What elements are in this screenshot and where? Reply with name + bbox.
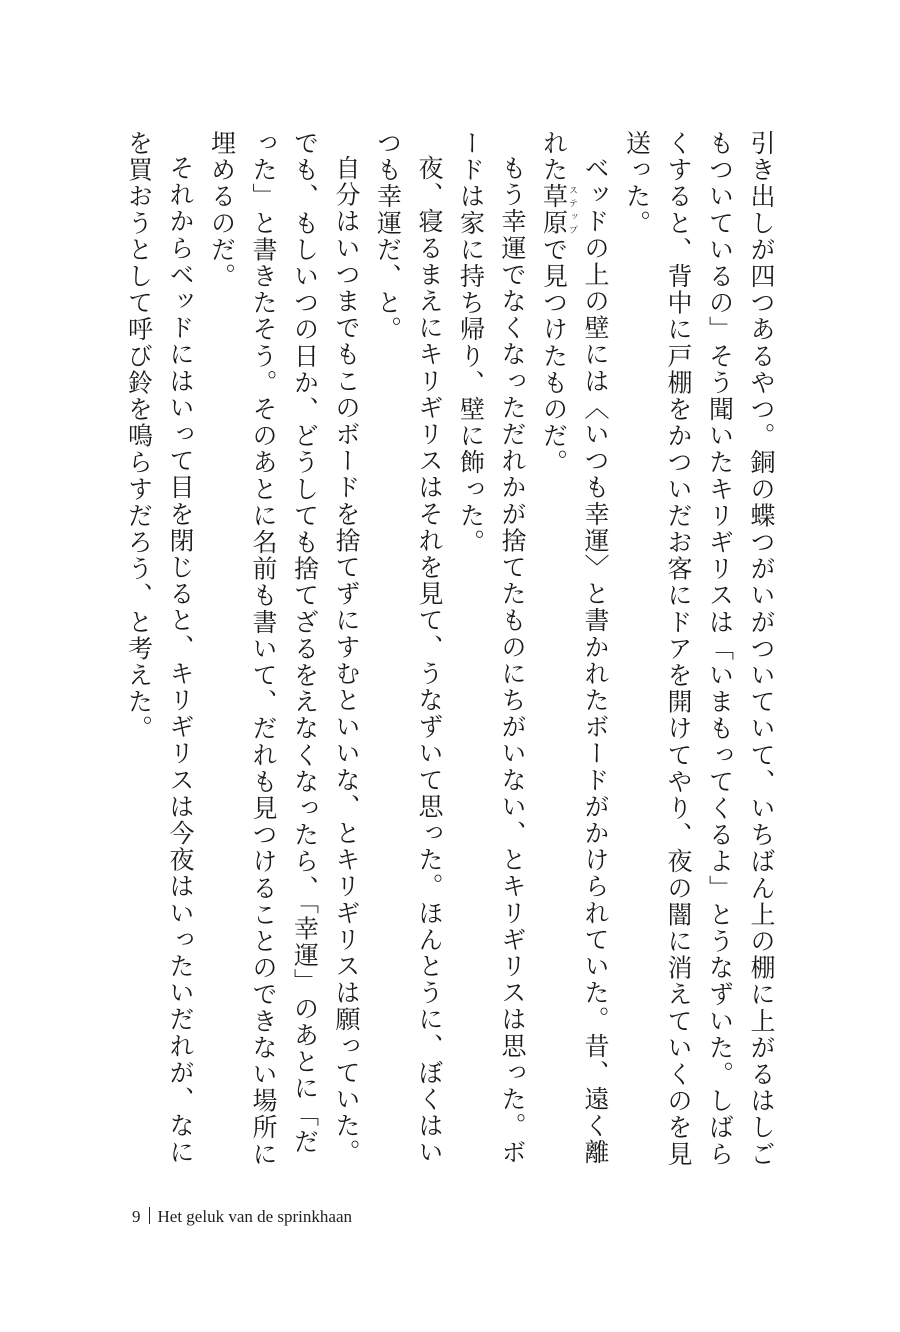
paragraph-2 (533, 130, 616, 1180)
book-title: Het geluk van de sprinkhaan (157, 1207, 352, 1226)
paragraph-5: 自分はいつまでもこのボードを捨てずにすむといいな、とキリギリスは願っていた。でも、もしいつの日か、どうしても捨てざるをえなくなったら、「幸運」のあとに「だった」と書きたそう。そのあとに名前も書いて、だれも見つけることのできない場所に埋めるのだ。 (207, 130, 361, 1168)
page-number: 9 (132, 1207, 141, 1226)
ruby-base: 草原 (539, 183, 569, 237)
ruby-reading: ステップ (567, 183, 577, 237)
paragraph-1: 引き出しが四つあるやつ。銅の蝶つがいがついていて、いちばん上の棚に上がるはしごもついているの」そう聞いたキリギリスは「いまもってくるよ」とうなずいた。しばらくすると、背中に戸棚をかついだお客にドアを開けてやり、夜の闇に消えていくのを見送った。 (622, 130, 776, 1168)
body-text (102, 130, 782, 1180)
ruby-steppe (539, 183, 577, 237)
paragraph-2-text-after: で見つけたものだ。 (539, 236, 569, 476)
paragraph-6: それからベッドにはいって目を閉じると、キリギリスは今夜はいったいだれが、なにを買おうとして呼び鈴を鳴らすだろう、と考えた。 (124, 130, 195, 1166)
paragraph-4: 夜、寝るまえにキリギリスはそれを見て、うなずいて思った。ほんとうに、ぼくはいつも幸運だ、と。 (373, 130, 444, 1166)
footer-divider (149, 1207, 150, 1224)
paragraph-3: もう幸運でなくなっただれかが捨てたものにちがいない、とキリギリスは思った。ボードは家に持ち帰り、壁に飾った。 (456, 130, 527, 1166)
paragraph-2-text-before: ベッドの上の壁には〈いつも幸運〉と書かれたボードがかけられていた。昔、遠く離れた (539, 130, 610, 1166)
page-footer (132, 1207, 352, 1227)
